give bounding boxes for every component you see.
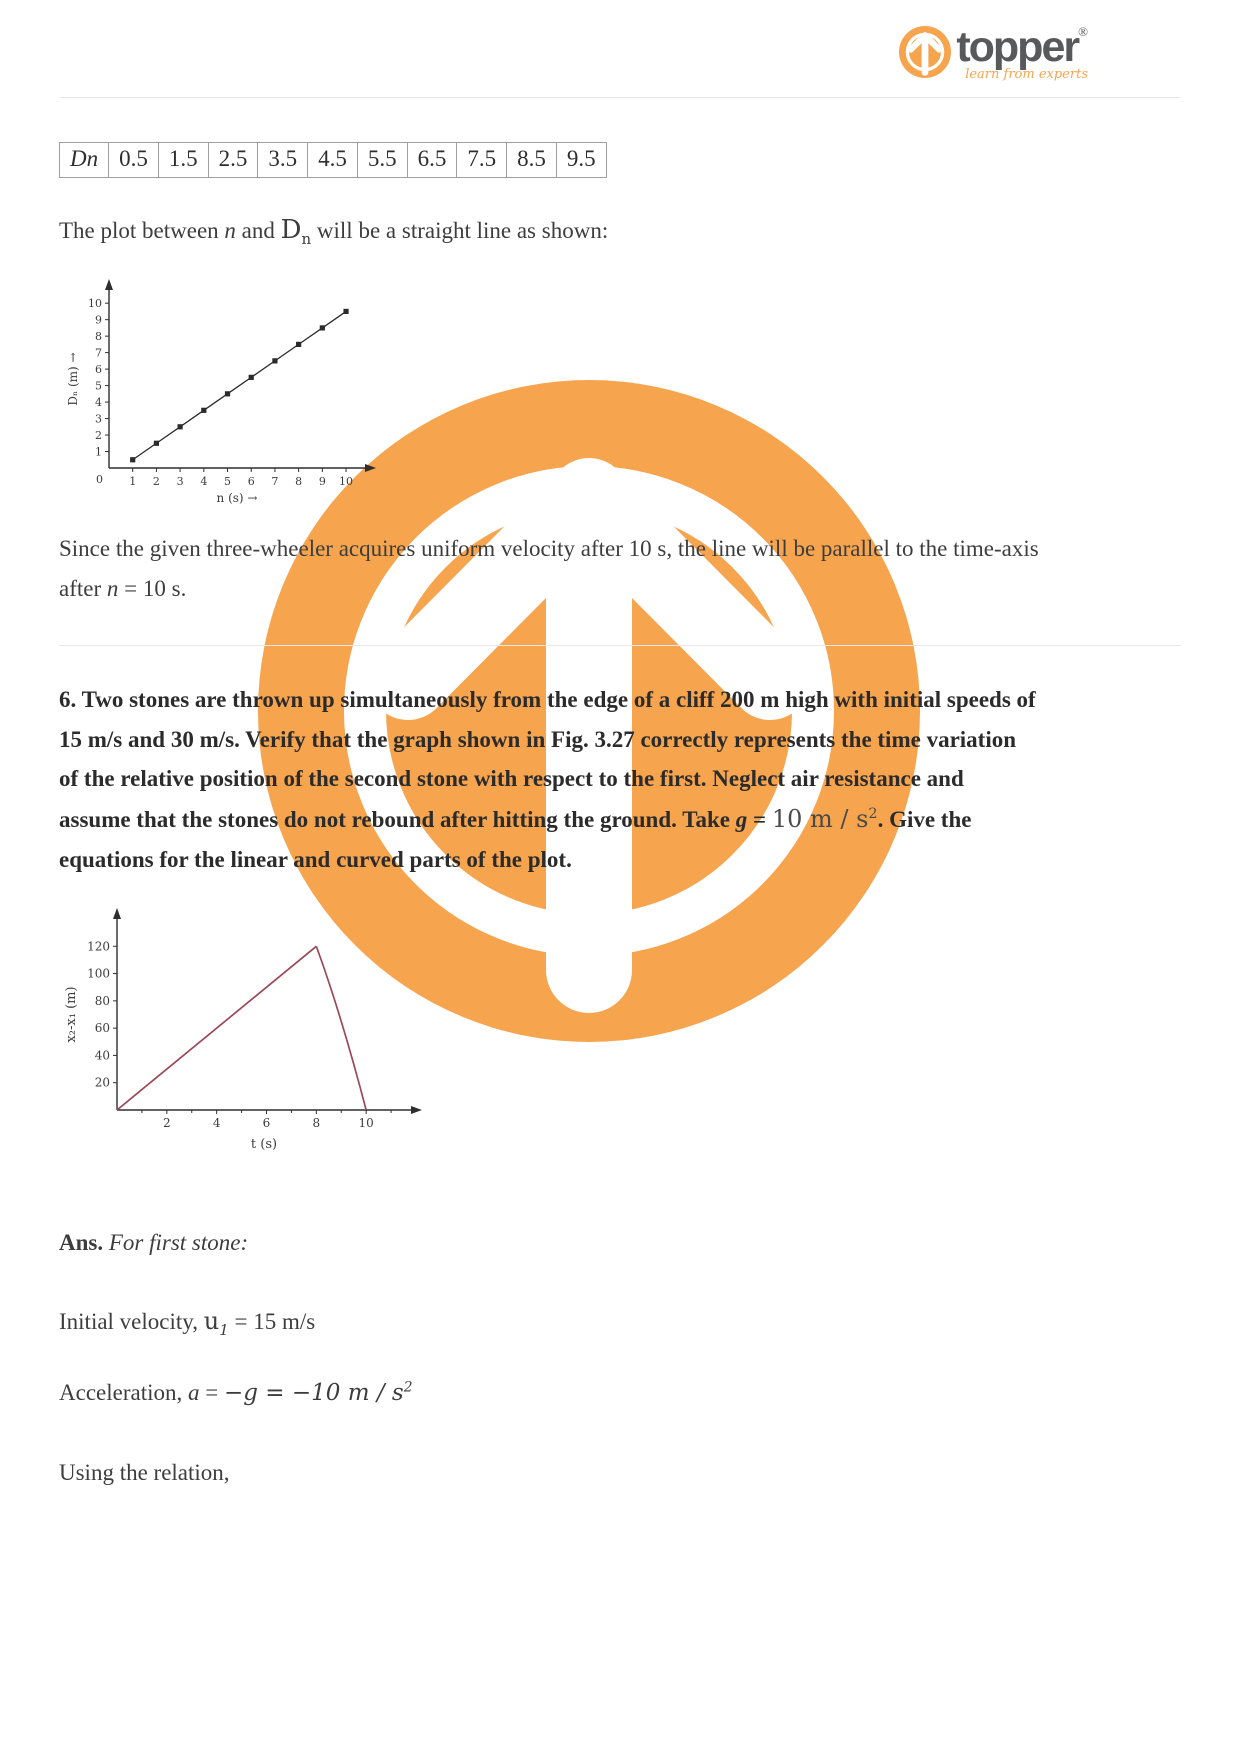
dn-value-cell: 0.5 (109, 143, 159, 178)
question-6 (59, 680, 1037, 879)
svg-text:8: 8 (295, 474, 303, 488)
initial-velocity-line (59, 1300, 1181, 1343)
svg-text:3: 3 (95, 412, 102, 426)
dn-value-cell: 9.5 (556, 143, 606, 178)
dn-value-cell: 6.5 (407, 143, 457, 178)
text-run: and (235, 218, 281, 243)
topper-logo-icon (899, 26, 951, 78)
dn-value-cell: 3.5 (258, 143, 308, 178)
relative-position-chart (59, 905, 459, 1175)
dn-value-cell: 7.5 (457, 143, 507, 178)
svg-text:7: 7 (271, 474, 279, 488)
svg-text:8: 8 (95, 329, 102, 343)
dn-value-cell: 8.5 (507, 143, 557, 178)
svg-text:60: 60 (94, 1021, 110, 1036)
variable-g: g (735, 806, 748, 832)
variable-Dn (280, 215, 312, 249)
u1-variable (203, 1306, 229, 1339)
divider-top (59, 97, 1181, 98)
text-run: Acceleration, (59, 1379, 188, 1405)
acceleration-value: −g = −10 m / s (223, 1379, 404, 1406)
dn-header-cell: Dn (60, 143, 109, 178)
registered-mark: ® (1078, 24, 1088, 39)
text-run: = 15 m/s (228, 1308, 316, 1334)
dn-value-cell: 1.5 (158, 143, 208, 178)
svg-text:1: 1 (129, 474, 137, 488)
svg-text:2: 2 (152, 474, 160, 488)
acceleration-exponent: 2 (403, 1379, 413, 1396)
svg-text:5: 5 (224, 474, 232, 488)
text-run: will be a straight line as shown: (311, 218, 609, 243)
svg-text:6: 6 (262, 1116, 271, 1131)
svg-text:80: 80 (94, 994, 110, 1009)
D-subscript: n (301, 230, 312, 249)
first-stone-label: For first stone: (103, 1230, 249, 1256)
since-paragraph (59, 529, 1069, 610)
svg-text:6: 6 (247, 474, 255, 488)
svg-text:1: 1 (95, 445, 102, 459)
question-text: . Give the equations for the linear and curved parts of the plot. (59, 806, 972, 872)
svg-text:20: 20 (94, 1076, 110, 1091)
svg-text:4: 4 (200, 474, 208, 488)
svg-text:0: 0 (96, 472, 103, 486)
header (0, 0, 1240, 97)
question-text: 6. Two stones are thrown up simultaneously from the edge of a cliff 200 m high with initial speeds of 15 m/s and 30 m/s. Verify that the graph shown in Fig. 3.27 correctly represents the time variation of the relative position of the second stone with respect to the first. Neglect air resistance and assume that the stones do not rebound after hitting the ground. Take (59, 687, 1036, 832)
variable-n: n (106, 575, 119, 601)
logo-text-wrap (956, 23, 1088, 82)
text-run: = (747, 806, 772, 832)
text-run: = 10 s. (118, 575, 187, 601)
dn-value-cell: 5.5 (357, 143, 407, 178)
svg-text:100: 100 (87, 967, 110, 982)
ans-label: Ans. (59, 1230, 104, 1256)
svg-text:3: 3 (176, 474, 184, 488)
brand-name: topper (956, 23, 1079, 71)
dn-table-row (60, 143, 607, 178)
svg-text:40: 40 (94, 1048, 110, 1063)
text-run: Since the given three-wheeler acquires uniform velocity after 10 s, the line will be parallel to the time-axis after (59, 535, 1039, 601)
svg-text:10: 10 (339, 474, 354, 488)
svg-text:2: 2 (95, 428, 102, 442)
svg-text:Dₙ (m) →: Dₙ (m) → (66, 351, 80, 406)
svg-text:4: 4 (212, 1116, 221, 1131)
svg-text:4: 4 (95, 395, 102, 409)
svg-text:10: 10 (358, 1116, 374, 1131)
svg-text:n (s) →: n (s) → (216, 490, 258, 505)
u-symbol: u (203, 1306, 220, 1335)
variable-a: a (187, 1379, 200, 1405)
text-run: The plot between (59, 218, 225, 243)
divider-middle (59, 645, 1181, 646)
svg-text:120: 120 (87, 939, 110, 954)
topper-logo (899, 23, 1088, 82)
svg-text:x₂-x₁ (m): x₂-x₁ (m) (64, 986, 79, 1043)
page-content (0, 97, 1240, 1493)
using-relation-line: Using the relation, (59, 1460, 230, 1485)
brand-line (956, 23, 1088, 71)
svg-text:6: 6 (95, 362, 102, 376)
text-run: Initial velocity, (59, 1308, 204, 1334)
variable-n: n (224, 218, 236, 243)
dn-value-cell: 4.5 (308, 143, 358, 178)
logo-tagline: learn from experts (965, 67, 1088, 82)
u-subscript: 1 (219, 1320, 229, 1339)
svg-text:5: 5 (95, 379, 102, 393)
svg-text:10: 10 (88, 296, 102, 310)
dn-value-cell: 2.5 (208, 143, 258, 178)
acceleration-math (224, 1380, 413, 1406)
g-value-exponent: 2 (868, 805, 878, 822)
svg-text:9: 9 (95, 313, 102, 327)
plot-intro-paragraph (59, 208, 1181, 254)
svg-text:2: 2 (163, 1116, 171, 1131)
text-run: = (199, 1379, 224, 1405)
D-symbol: D (280, 215, 302, 245)
svg-text:7: 7 (95, 346, 102, 360)
svg-text:9: 9 (318, 474, 326, 488)
svg-text:8: 8 (312, 1116, 321, 1131)
acceleration-line (59, 1373, 1181, 1413)
g-value-math (772, 805, 878, 833)
g-value: 10 m / s (771, 804, 869, 833)
dn-vs-n-chart (63, 270, 413, 515)
dn-table (59, 142, 607, 178)
answer-heading (59, 1223, 1181, 1263)
svg-text:t (s): t (s) (250, 1137, 278, 1153)
